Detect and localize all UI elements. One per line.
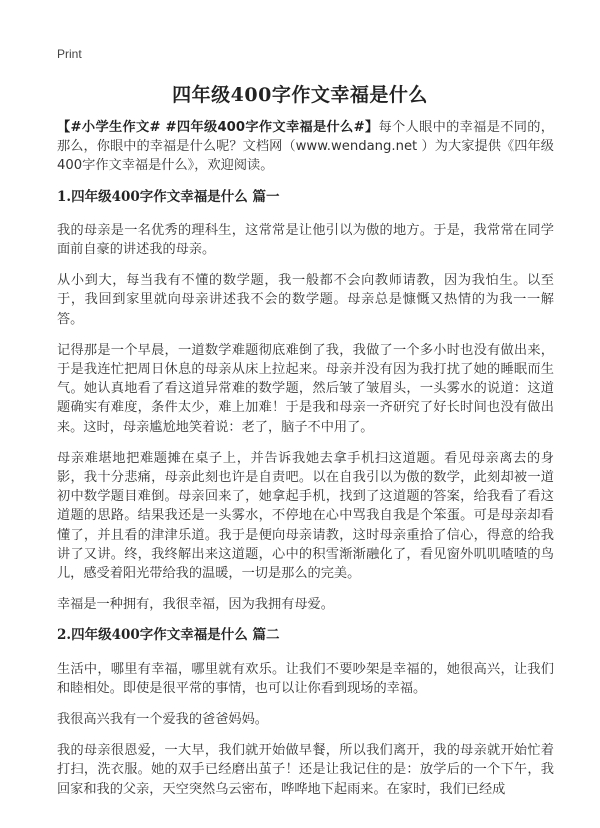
paragraph: 我很高兴我有一个爱我的爸爸妈妈。 (57, 712, 268, 728)
section-heading: 1.四年级400字作文幸福是什么 篇一 (57, 188, 280, 205)
print-link[interactable]: Print (57, 47, 82, 61)
paragraph: 母亲难堪地把难题摊在桌子上，并告诉我她去拿手机扫这道题。看见母亲离去的身影，我十分悲痛，母亲此刻也许是自责吧。以在自我引以为傲的数学，此刻却被一道初中数学题目难倒。母亲回来了，她拿起手机，找到了这道题的答案，给我看了看这道题的思路。结果我还是一头雾水，不停地在心中骂我自我是个笨蛋。可是母亲却看懂了，并且看的津津乐道。我于是便向母亲请教，这时母亲重拾了信心，得意的给我讲了又讲。终，我终解出来这道题，心中的积雪渐渐融化了，看见窗外叽叽喳喳的鸟儿，感受着阳光带给我的温暖，一切是那么的完美。 (57, 450, 554, 582)
intro-paragraph (57, 118, 554, 176)
paragraph: 我的母亲很恩爱，一大早，我们就开始做早餐，所以我们离开，我的母亲就开始忙着打扫，洗衣服。她的双手已经磨出茧子！还是让我记住的是：放学后的一个下午，我回家和我的父亲，天空突然乌云密布，哗哗地下起雨来。在家时，我们已经成 (57, 743, 554, 797)
paragraph: 从小到大，每当我有不懂的数学题，我一般都不会向教师请教，因为我怕生。以至于，我回到家里就向母亲讲述我不会的数学题。母亲总是慷慨又热情的为我一一解答。 (57, 273, 554, 327)
paragraph: 记得那是一个早晨，一道数学难题彻底难倒了我，我做了一个多小时也没有做出来，于是我连忙把周日休息的母亲从床上拉起来。母亲并没有因为我打扰了她的睡眠而生气。她认真地看了看这道异常难的数学题，然后皱了皱眉头，一头雾水的说道：这道题确实有难度，条件太少，难上加难！于是我和母亲一齐研究了好长时间也没有做出来。这时，母亲尴尬地笑着说：老了，脑子不中用了。 (57, 342, 554, 435)
paragraph: 我的母亲是一名优秀的理科生，这常常是让他引以为傲的地方。于是，我常常在同学面前自豪的讲述我的母亲。 (57, 222, 554, 258)
document-title: 四年级400字作文幸福是什么 (172, 84, 428, 106)
section-heading: 2.四年级400字作文幸福是什么 篇二 (57, 627, 280, 644)
document-body (57, 118, 554, 811)
intro-tag: 【#小学生作文# #四年级400字作文幸福是什么#】 (57, 120, 379, 135)
paragraph: 生活中，哪里有幸福，哪里就有欢乐。让我们不要吵架是幸福的，她很高兴，让我们和睦相处。即使是很平常的事情，也可以让你看到现场的幸福。 (57, 661, 554, 696)
paragraph: 幸福是一种拥有，我很幸福，因为我拥有母爱。 (57, 597, 334, 613)
intro-text: 每个人眼中的幸福是不同的，那么，你眼中的幸福是什么呢？文档网（www.wendang.net ）为大家提供《四年级400字作文幸福是什么》，欢迎阅读。 (57, 120, 554, 174)
